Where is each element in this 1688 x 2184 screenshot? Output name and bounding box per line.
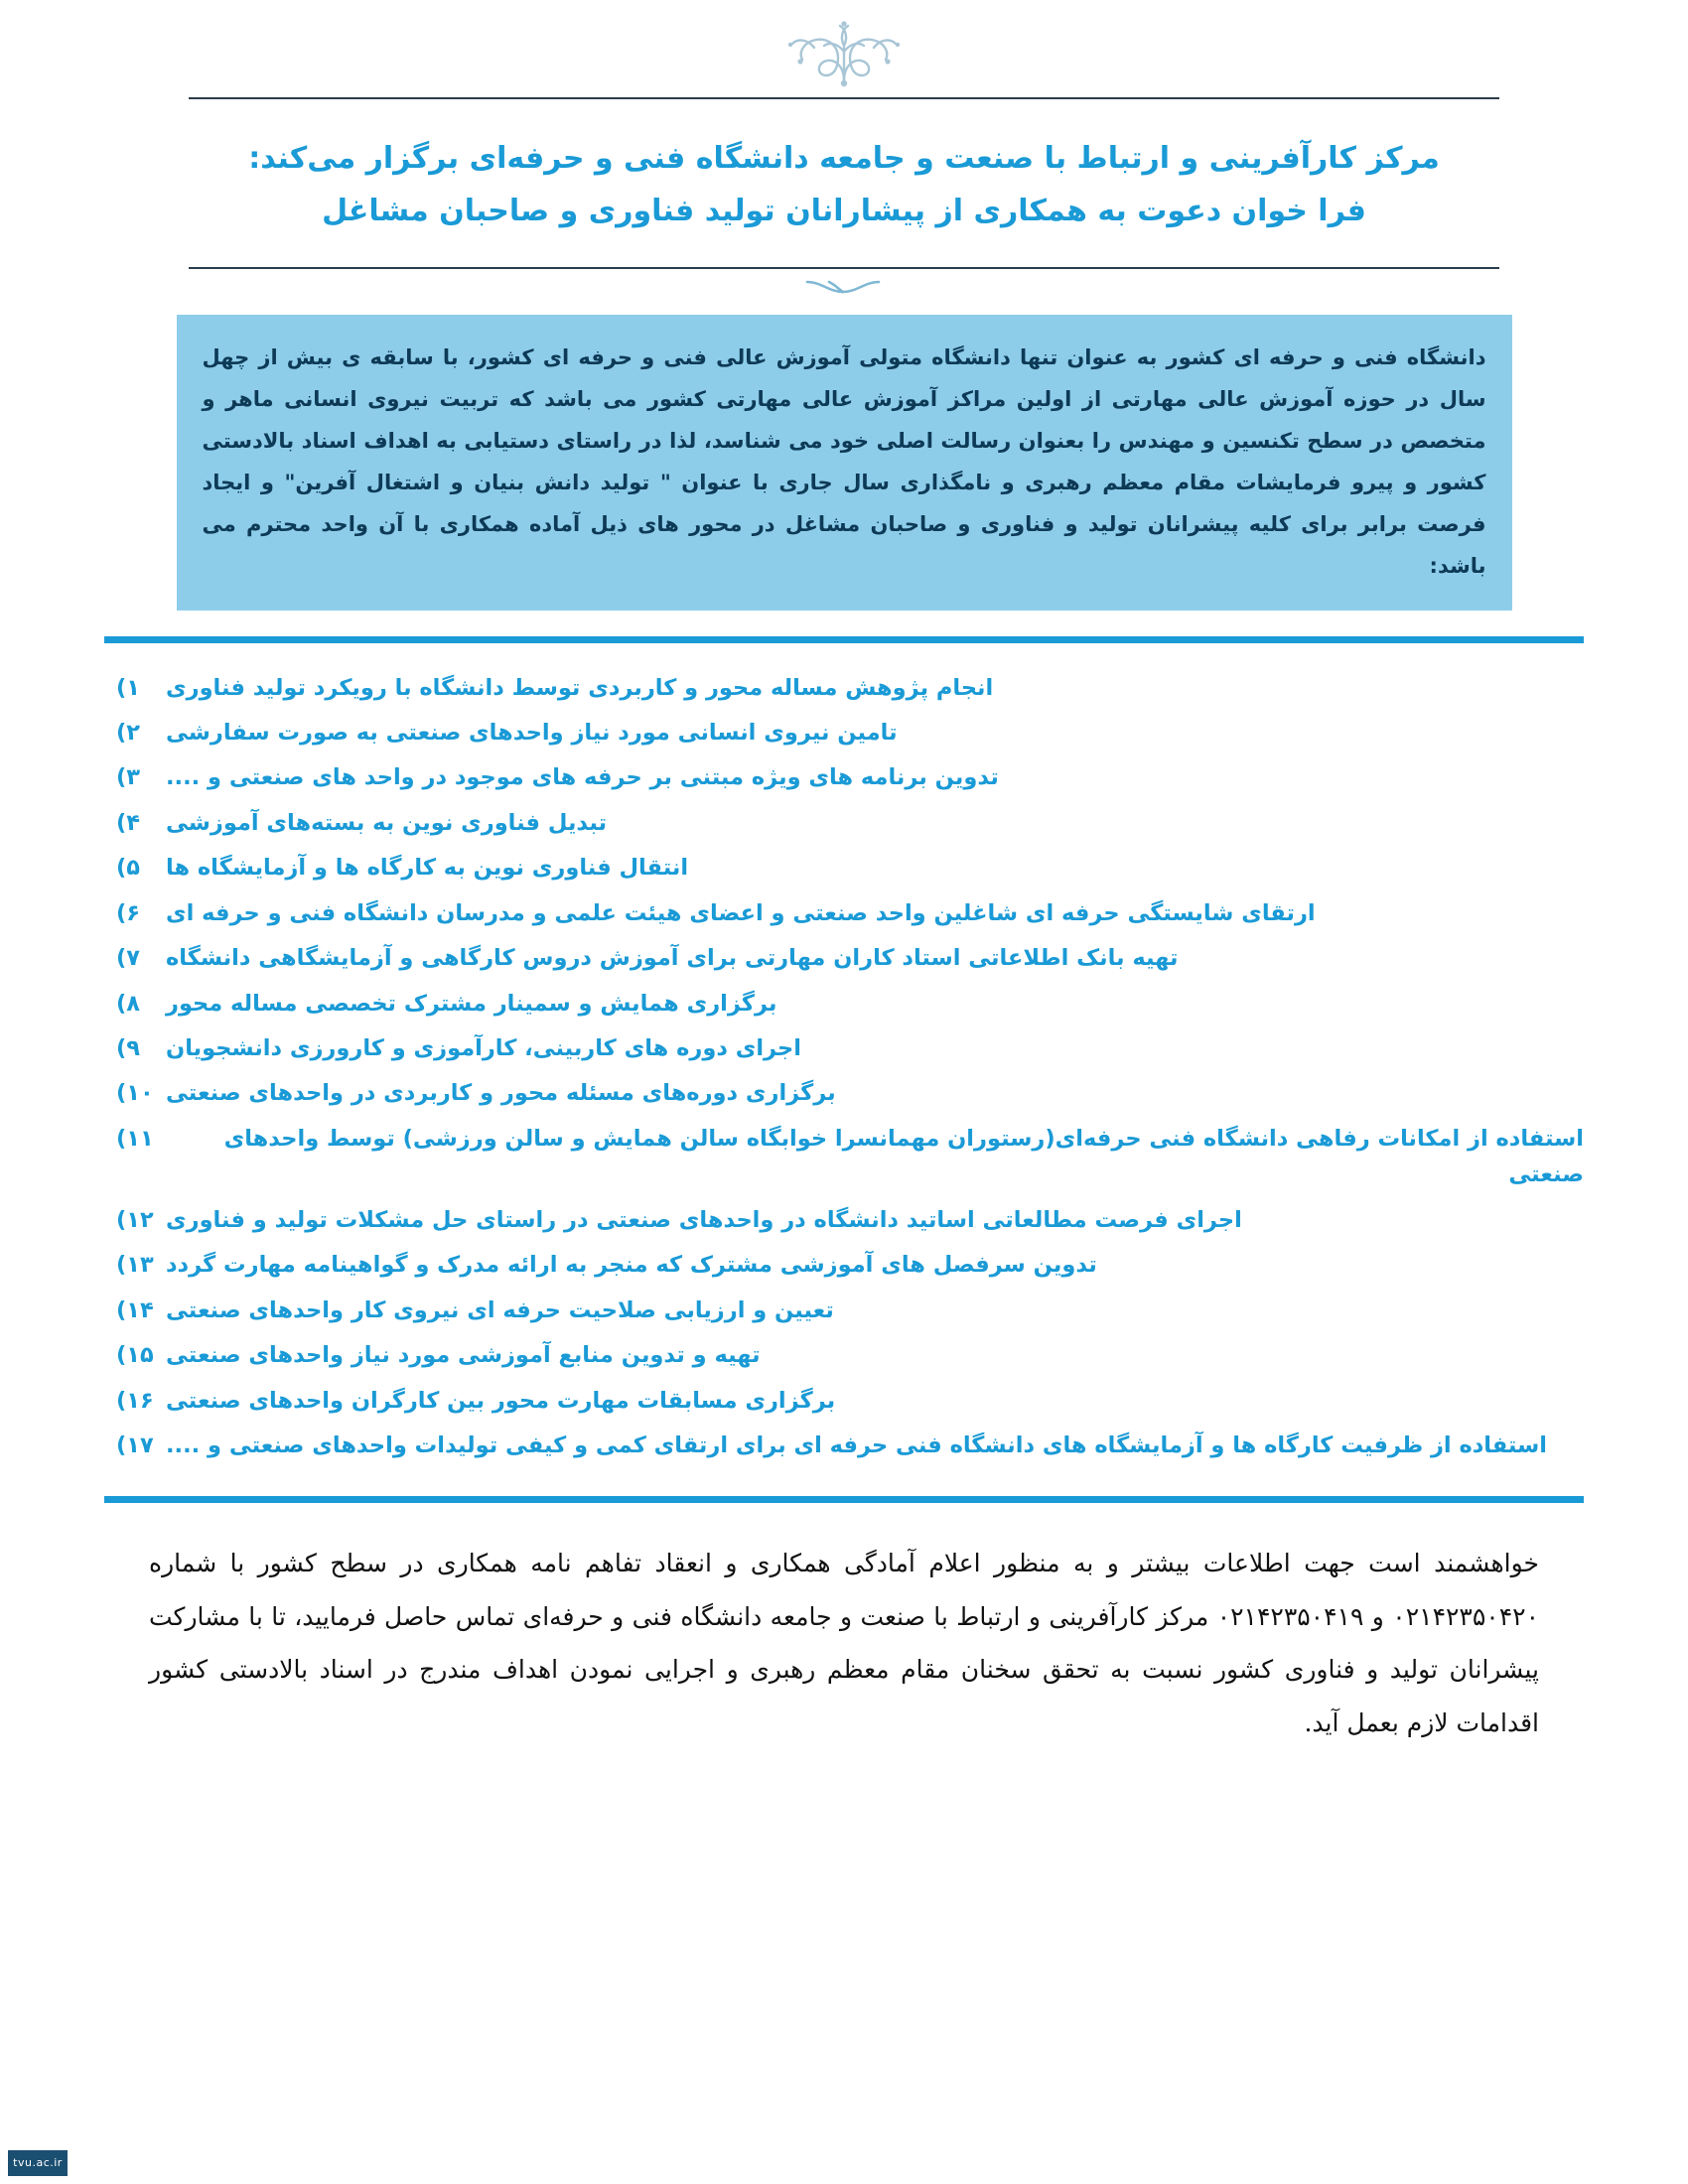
list-item-number: ۱۴) (116, 1297, 154, 1323)
list-item (104, 1378, 1584, 1423)
list-item-number: ۲) (116, 719, 141, 746)
list-item (104, 1423, 1584, 1467)
list-item-number: ۱۵) (116, 1342, 154, 1369)
cooperation-topics-list (104, 643, 1584, 1476)
list-item (104, 846, 1584, 890)
list-item-number: ۷) (116, 945, 141, 972)
page-title-line-1: مرکز کارآفرینی و ارتباط با صنعت و جامعه دانشگاه فنی و حرفه‌ای برگزار می‌کند: (248, 141, 1440, 176)
list-item-text: تبدیل فناوری نوین به بسته‌های آموزشی (166, 809, 608, 836)
list-item-text: تعیین و ارزیابی صلاحیت حرفه ای نیروی کار واحدهای صنعتی (166, 1297, 834, 1323)
intro-paragraph-box (177, 315, 1512, 611)
list-item-text: تدوین سرفصل های آموزشی مشترک که منجر به ارائه مدرک و گواهینامه مهارت گردد (166, 1252, 1097, 1279)
list-item-text: اجرای دوره های کاربینی، کارآموزی و کارورزی دانشجویان (166, 1035, 801, 1061)
list-item (104, 936, 1584, 981)
list-item-number: ۱۶) (116, 1387, 154, 1414)
list-item (104, 890, 1584, 935)
list-item (104, 1071, 1584, 1116)
list-item-number: ۸) (116, 990, 141, 1017)
list-item-number: ۳) (116, 764, 141, 791)
list-item (104, 755, 1584, 800)
list-item-text: انجام پژوهش مساله محور و کاربردی توسط دانشگاه با رویکرد تولید فناوری (166, 674, 994, 701)
list-item-text: استفاده از ظرفیت کارگاه ها و آزمایشگاه های دانشگاه فنی حرفه ای برای ارتقای کمی و کیفی تولیدات واحدهای صنعتی و .... (166, 1432, 1547, 1458)
list-item (104, 981, 1584, 1025)
list-item-number: ۱۰) (116, 1080, 154, 1107)
footer-contact-text: خواهشمند است جهت اطلاعات بیشتر و به منظور اعلام آمادگی همکاری و انعقاد تفاهم نامه همکاری در سطح کشور با شماره ۰۲۱۴۲۳۵۰۴۲۰ و ۰۲۱۴۲۳۵۰۴۱۹ مرکز کارآفرینی و ارتباط با صنعت و جامعه دانشگاه فنی و حرفه‌ای تماس حاصل فرمایید، تا با مشارکت پیشرانان تولید و فناوری کشور نسبت به تحقق سخنان مقام معظم رهبری و اجرایی نمودن اهداف مندرج در اسناد بالادستی کشور اقدامات لازم بعمل آید. (149, 1548, 1540, 1738)
divider-swirl-area (0, 275, 1688, 313)
list-item-text: ارتقای شایستگی حرفه ای شاغلین واحد صنعتی و اعضای هیئت علمی و مدرسان دانشگاه فنی و حرفه ای (166, 899, 1316, 926)
list-item-number: ۹) (116, 1035, 141, 1061)
list-item-text: تهیه و تدوین منابع آموزشی مورد نیاز واحدهای صنعتی (166, 1342, 761, 1369)
list-item-number: ۱) (116, 674, 141, 701)
site-watermark: tvu.ac.ir (8, 2150, 68, 2176)
footer-contact-paragraph (149, 1503, 1539, 1750)
list-item-number: ۱۱) (116, 1125, 154, 1152)
list-item-text: برگزاری مسابقات مهارت محور بین کارگران واحدهای صنعتی (166, 1387, 836, 1414)
list-item-number: ۶) (116, 899, 141, 926)
list-item (104, 1197, 1584, 1242)
list-item-text: تامین نیروی انسانی مورد نیاز واحدهای صنعتی به صورت سفارشی (166, 719, 898, 746)
list-item (104, 710, 1584, 754)
page-title-line-2: فرا خوان دعوت به همکاری از پیشارانان تولید فناوری و صاحبان مشاغل (322, 193, 1366, 228)
list-item (104, 1243, 1584, 1288)
list-item-text: تهیه بانک اطلاعاتی استاد کاران مهارتی برای آموزش دروس کارگاهی و آزمایشگاهی دانشگاه (166, 945, 1179, 972)
list-item-number: ۱۲) (116, 1206, 154, 1233)
list-item-text: برگزاری دوره‌های مسئله محور و کاربردی در واحدهای صنعتی (166, 1080, 836, 1107)
list-item-text: برگزاری همایش و سمینار مشترک تخصصی مساله محور (166, 990, 777, 1017)
list-item (104, 1333, 1584, 1378)
list-item (104, 665, 1584, 710)
list-top-rule (104, 636, 1584, 643)
list-item-number: ۴) (116, 809, 141, 836)
list-item-number: ۵) (116, 855, 141, 882)
floral-ornament-icon (755, 18, 933, 89)
list-bottom-rule (104, 1496, 1584, 1503)
list-item (104, 1288, 1584, 1332)
list-item-number: ۱۷) (116, 1432, 154, 1458)
list-item-text: اجرای فرصت مطالعاتی اساتید دانشگاه در واحدهای صنعتی در راستای حل مشکلات تولید و فناوری (166, 1206, 1242, 1233)
list-item-number: ۱۳) (116, 1252, 154, 1279)
header-title-block (189, 99, 1499, 267)
list-item-text: استفاده از امکانات رفاهی دانشگاه فنی حرفه‌ای(رستوران مهمانسرا خوابگاه سالن همایش و سالن ورزشی) توسط واحدهای صنعتی (223, 1125, 1584, 1188)
header-bottom-rule (189, 267, 1499, 269)
list-item (104, 1116, 1584, 1197)
list-item (104, 800, 1584, 845)
intro-paragraph-text: دانشگاه فنی و حرفه ای کشور به عنوان تنها دانشگاه متولی آموزش عالی فنی و حرفه ای کشور، با سابقه ی بیش از چهل سال در حوزه آموزش عالی مهارتی از اولین مراکز آموزش عالی مهارتی کشور می باشد که تربیت نیروی انسانی ماهر و متخصص در سطح تکنسین و مهندس را بعنوان رسالت اصلی خود می شناسد، لذا در راستای دستیابی به اهداف اسناد بالادستی کشور و پیرو فرمایشات مقام معظم رهبری و نامگذاری سال جاری با عنوان " تولید دانش بنیان و اشتغال آفرین" و ایجاد فرصت برابر برای کلیه پیشرانان تولید و فناوری و صاحبان مشاغل در محور های ذیل آماده همکاری با آن واحد محترم می باشد: (202, 345, 1486, 578)
top-ornament-area (0, 0, 1688, 91)
list-item-text: تدوین برنامه های ویژه مبتنی بر حرفه های موجود در واحد های صنعتی و .... (166, 764, 999, 791)
small-swirl-ornament-icon (799, 276, 889, 302)
list-item-text: انتقال فناوری نوین به کارگاه ها و آزمایشگاه ها (166, 855, 689, 882)
list-item (104, 1026, 1584, 1071)
